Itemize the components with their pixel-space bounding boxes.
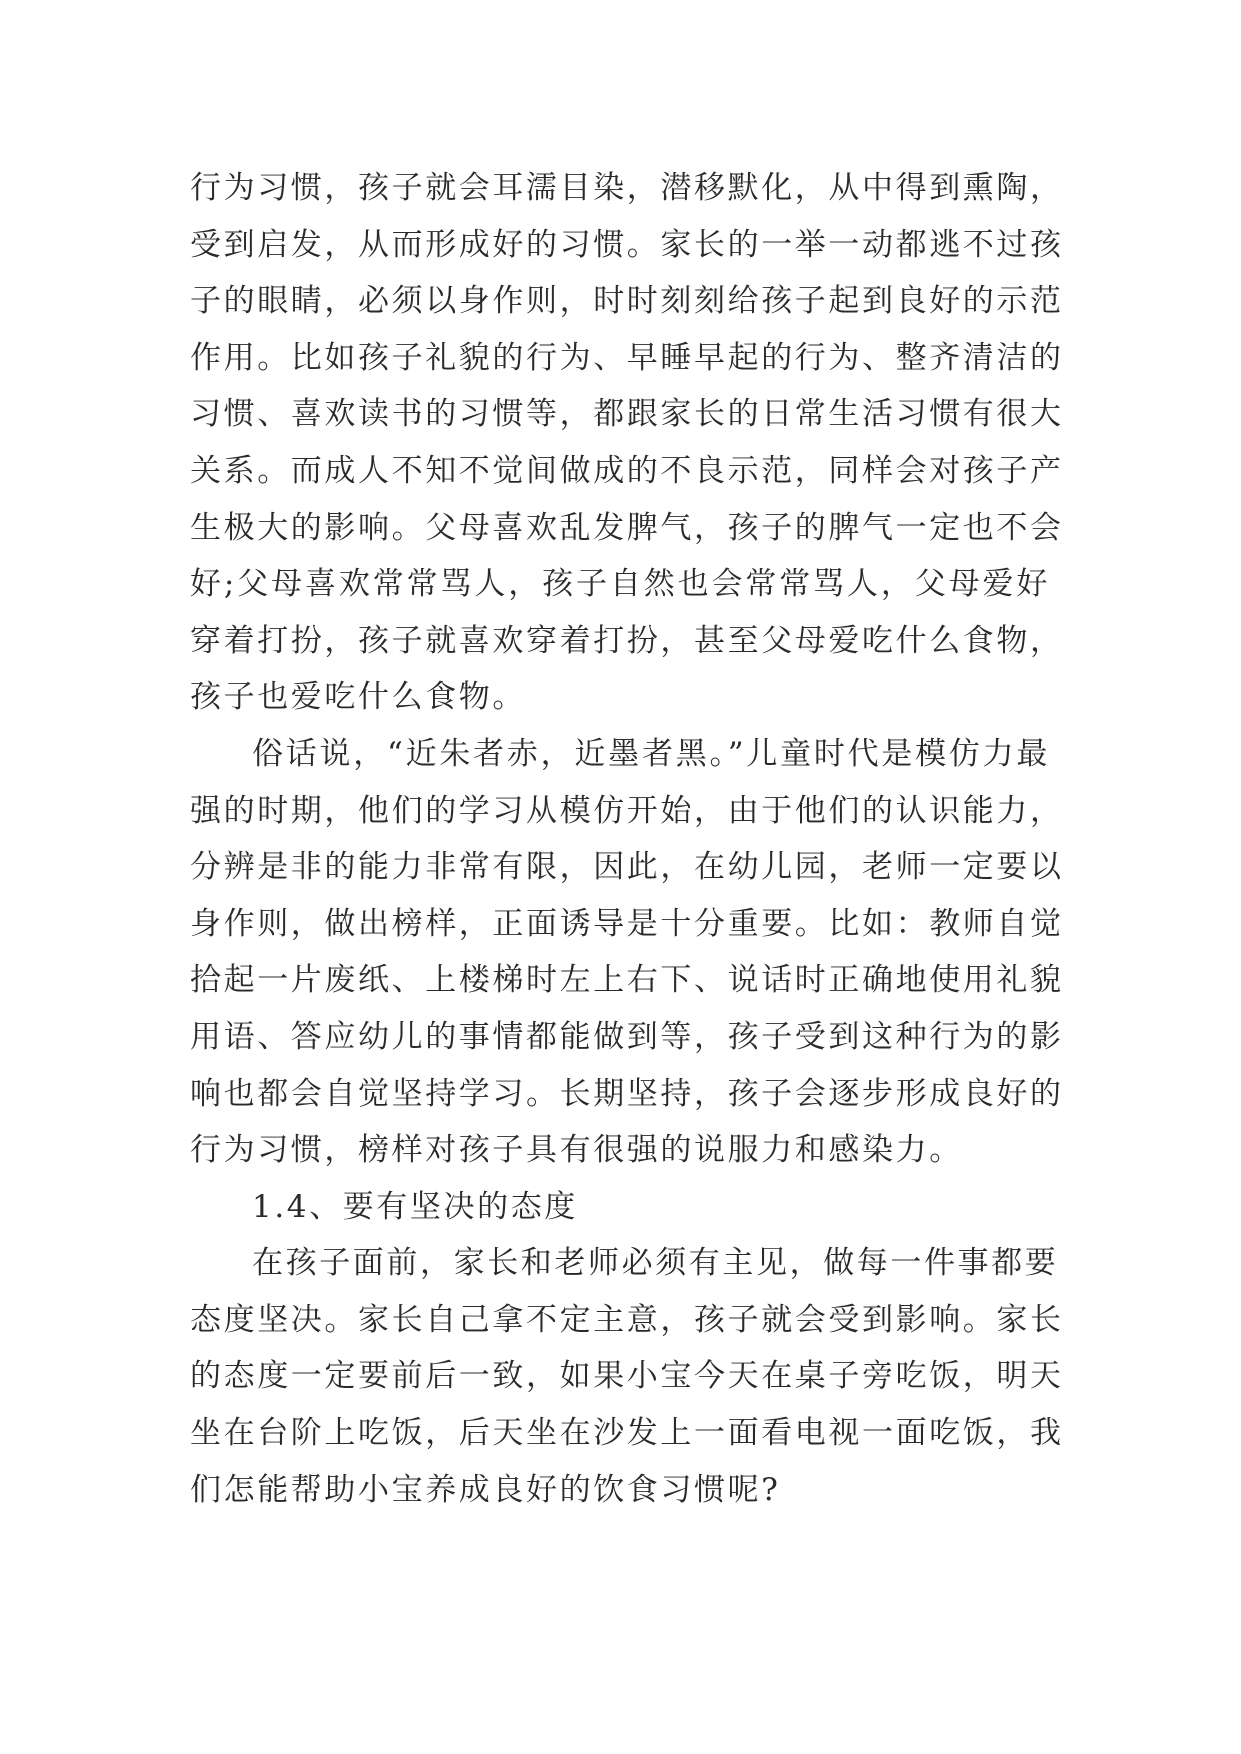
- text-line: 拾起一片废纸、上楼梯时左上右下、说话时正确地使用礼貌: [190, 962, 1064, 999]
- text-line: 分辨是非的能力非常有限，因此，在幼儿园，老师一定要以: [190, 849, 1064, 886]
- text-line: 态度坚决。家长自己拿不定主意，孩子就会受到影响。家长: [190, 1301, 1064, 1338]
- text-line: 1.4、要有坚决的态度: [252, 1188, 578, 1225]
- text-line: 俗话说，“近朱者赤，近墨者黑。”儿童时代是模仿力最: [252, 735, 1050, 772]
- text-line: 孩子也爱吃什么食物。: [190, 679, 526, 716]
- text-line: 受到启发，从而形成好的习惯。家长的一举一动都逃不过孩: [190, 226, 1064, 263]
- text-line: 穿着打扮，孩子就喜欢穿着打扮，甚至父母爱吃什么食物，: [190, 622, 1064, 659]
- text-line: 强的时期，他们的学习从模仿开始，由于他们的认识能力，: [190, 792, 1064, 829]
- text-line: 行为习惯，孩子就会耳濡目染，潜移默化，从中得到熏陶，: [190, 170, 1064, 206]
- text-line: 的态度一定要前后一致，如果小宝今天在桌子旁吃饭，明天: [190, 1358, 1064, 1395]
- text-line: 作用。比如孩子礼貌的行为、早睡早起的行为、整齐清洁的: [190, 339, 1064, 376]
- text-line: 用语、答应幼儿的事情都能做到等，孩子受到这种行为的影: [190, 1018, 1064, 1055]
- text-line: 行为习惯，榜样对孩子具有很强的说服力和感染力。: [190, 1132, 963, 1169]
- text-line: 关系。而成人不知不觉间做成的不良示范，同样会对孩子产: [190, 452, 1064, 489]
- text-line: 生极大的影响。父母喜欢乱发脾气，孩子的脾气一定也不会: [190, 509, 1064, 546]
- text-line: 坐在台阶上吃饭，后天坐在沙发上一面看电视一面吃饭，我: [190, 1415, 1064, 1452]
- text-line: 好;父母喜欢常常骂人，孩子自然也会常常骂人，父母爱好: [190, 566, 1050, 603]
- text-line: 在孩子面前，家长和老师必须有主见，做每一件事都要: [252, 1245, 1059, 1282]
- text-line: 子的眼睛，必须以身作则，时时刻刻给孩子起到良好的示范: [190, 283, 1064, 320]
- text-line: 习惯、喜欢读书的习惯等，都跟家长的日常生活习惯有很大: [190, 396, 1064, 433]
- text-line: 们怎能帮助小宝养成良好的饮食习惯呢?: [190, 1471, 781, 1508]
- body-text: [190, 160, 1064, 1518]
- text-line: 响也都会自觉坚持学习。长期坚持，孩子会逐步形成良好的: [190, 1075, 1064, 1112]
- text-line: 身作则，做出榜样，正面诱导是十分重要。比如：教师自觉: [190, 905, 1064, 942]
